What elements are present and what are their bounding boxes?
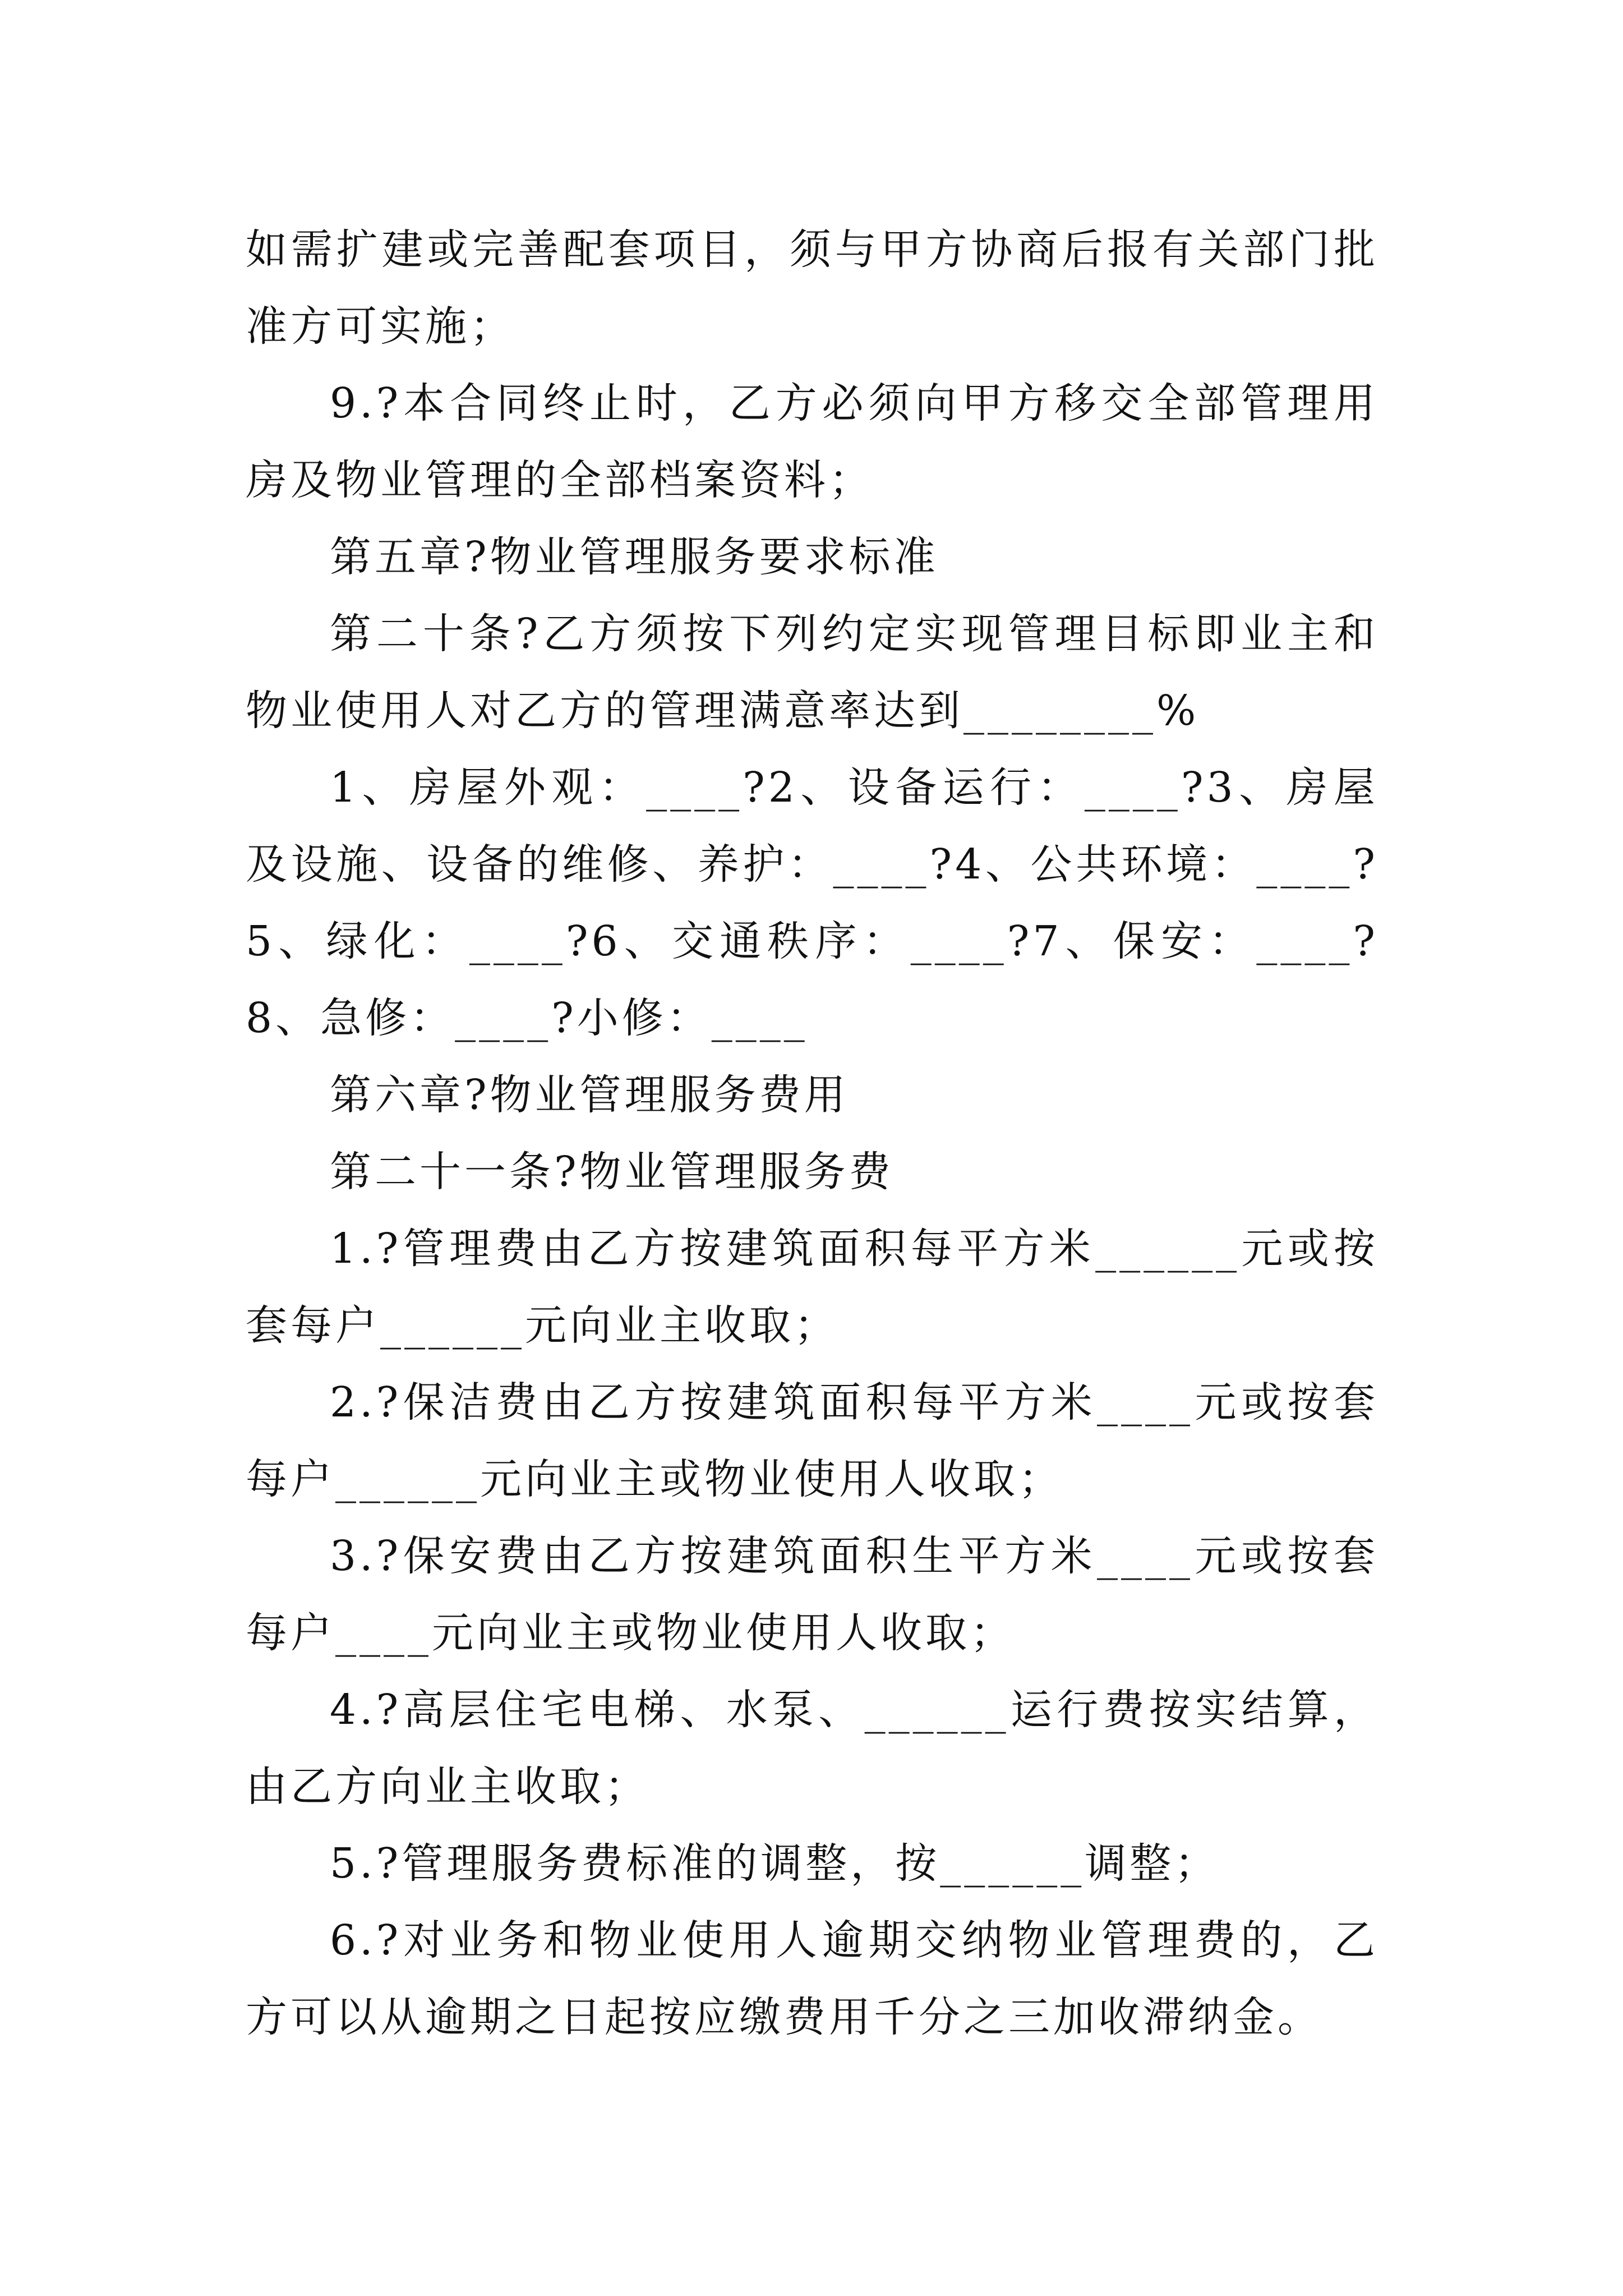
article-20-paragraph: 第二十条?乙方须按下列约定实现管理目标即业主和物业使用人对乙方的管理满意率达到________% <box>246 610 1378 735</box>
chapter-5-heading: 第五章?物业管理服务要求标准 <box>330 533 939 581</box>
paragraph-continuation: 如需扩建或完善配套项目，须与甲方协商后报有关部门批准方可实施； <box>246 226 1378 351</box>
service-standards-list: 1、房屋外观：____?2、设备运行：____?3、房屋及设施、设备的维修、养护：____?4、公共环境：____?5、绿化：____?6、交通秩序：____?7、保安：____?8、急修：____?小修：____ <box>246 763 1378 1042</box>
chapter-6-heading: 第六章?物业管理服务费用 <box>330 1071 849 1119</box>
fee-clause-6: 6.?对业务和物业使用人逾期交纳物业管理费的，乙方可以从逾期之日起按应缴费用千分之三加收滞纳金。 <box>246 1916 1378 2041</box>
fee-clause-5: 5.?管理服务费标准的调整，按______调整； <box>330 1839 1220 1888</box>
document-body <box>246 211 1378 2056</box>
fee-clause-3: 3.?保安费由乙方按建筑面积生平方米____元或按套每户____元向业主或物业使用人收取； <box>246 1532 1378 1657</box>
fee-clause-1: 1.?管理费由乙方按建筑面积每平方米______元或按套每户______元向业主收取； <box>246 1225 1378 1350</box>
fee-clause-2: 2.?保洁费由乙方按建筑面积每平方米____元或按套每户______元向业主或物业使用人收取； <box>246 1378 1378 1503</box>
paragraph-clause-9: 9.?本合同终止时，乙方必须向甲方移交全部管理用房及物业管理的全部档案资料； <box>246 379 1378 504</box>
fee-clause-4: 4.?高层住宅电梯、水泵、______运行费按实结算，由乙方向业主收取； <box>246 1686 1378 1811</box>
article-21-heading: 第二十一条?物业管理服务费 <box>330 1148 894 1196</box>
